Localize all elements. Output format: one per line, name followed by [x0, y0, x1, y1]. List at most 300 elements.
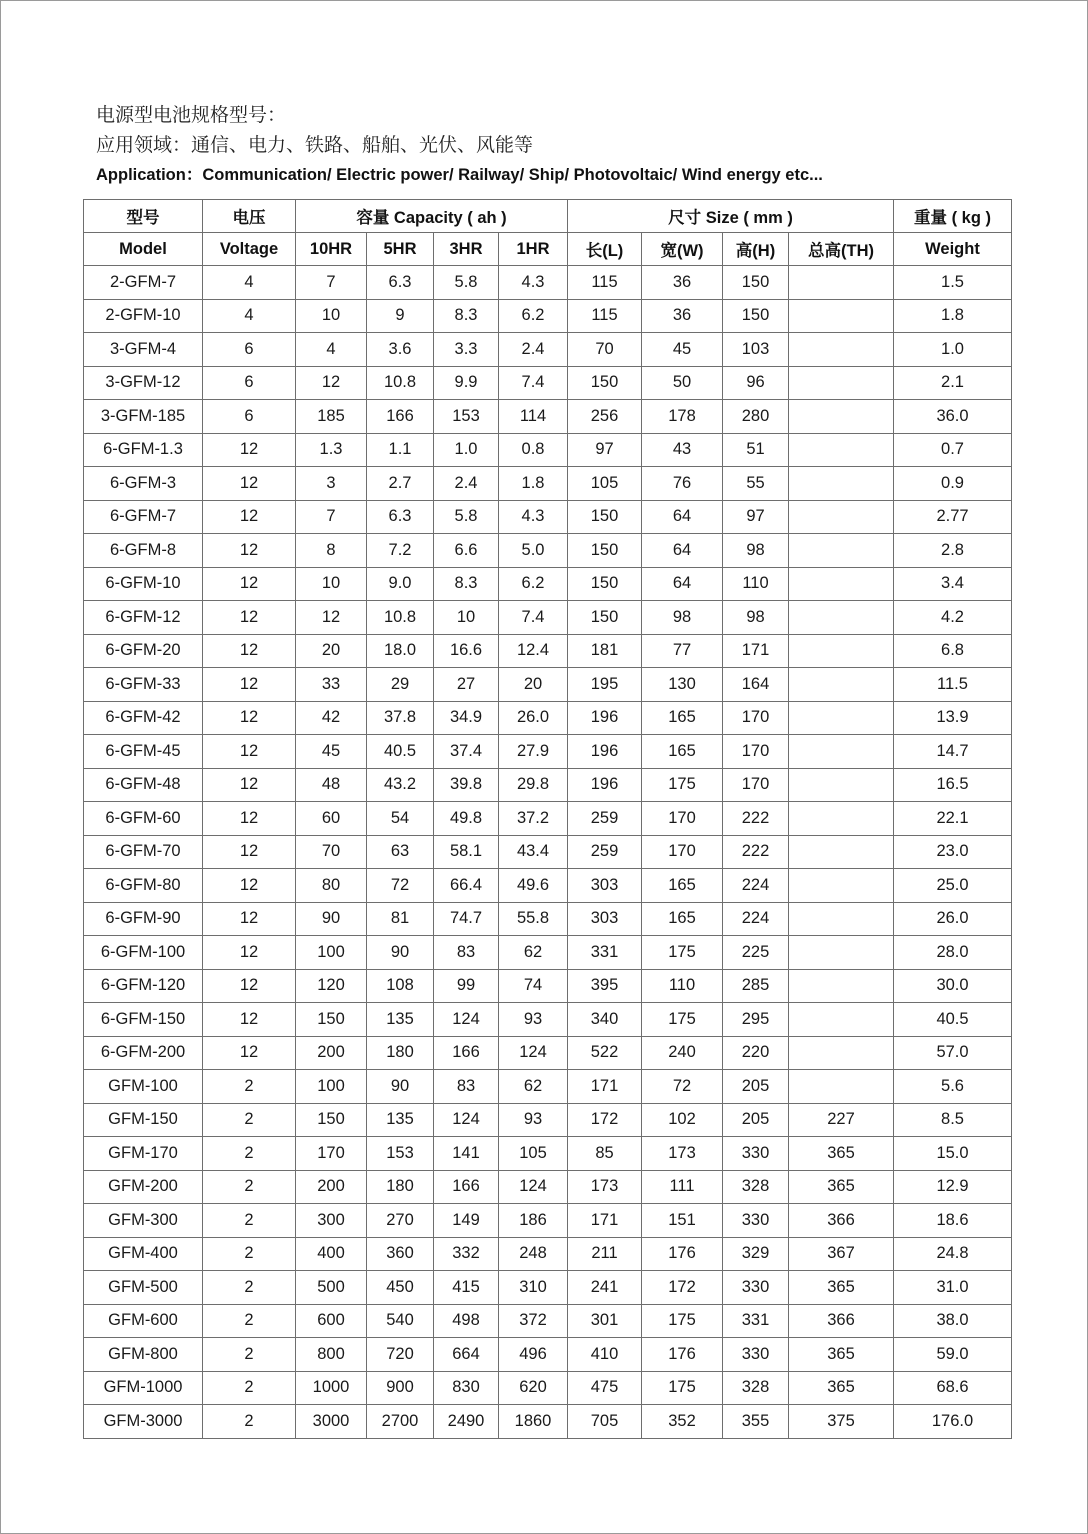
cell-cap-1hr: 186: [499, 1204, 568, 1238]
cell-cap-3hr: 3.3: [434, 333, 499, 367]
cell-cap-3hr: 2490: [434, 1405, 499, 1439]
cell-weight: 22.1: [894, 802, 1012, 836]
cell-model: 6-GFM-20: [84, 634, 203, 668]
cell-model: 6-GFM-70: [84, 835, 203, 869]
cell-height: 280: [723, 400, 789, 434]
cell-width: 175: [642, 1003, 723, 1037]
cell-length: 115: [568, 299, 642, 333]
cell-total-height: [789, 835, 894, 869]
cell-weight: 14.7: [894, 735, 1012, 769]
cell-total-height: 367: [789, 1237, 894, 1271]
cell-height: 225: [723, 936, 789, 970]
cell-cap-10hr: 90: [296, 902, 367, 936]
cell-cap-10hr: 33: [296, 668, 367, 702]
cell-cap-5hr: 6.3: [367, 266, 434, 300]
cell-width: 176: [642, 1237, 723, 1271]
cell-total-height: [789, 601, 894, 635]
cell-height: 97: [723, 500, 789, 534]
cell-total-height: [789, 902, 894, 936]
cell-total-height: [789, 366, 894, 400]
cell-cap-10hr: 7: [296, 500, 367, 534]
cell-cap-3hr: 415: [434, 1271, 499, 1305]
cell-total-height: [789, 333, 894, 367]
cell-model: GFM-500: [84, 1271, 203, 1305]
cell-total-height: [789, 400, 894, 434]
cell-cap-5hr: 135: [367, 1103, 434, 1137]
cell-length: 150: [568, 500, 642, 534]
cell-length: 259: [568, 835, 642, 869]
cell-total-height: [789, 802, 894, 836]
cell-total-height: [789, 735, 894, 769]
table-row: [84, 500, 1012, 534]
cell-height: 164: [723, 668, 789, 702]
cell-voltage: 12: [203, 969, 296, 1003]
cell-height: 224: [723, 902, 789, 936]
cell-cap-3hr: 9.9: [434, 366, 499, 400]
cell-height: 96: [723, 366, 789, 400]
cell-cap-1hr: 620: [499, 1371, 568, 1405]
cell-cap-5hr: 90: [367, 1070, 434, 1104]
cell-cap-10hr: 7: [296, 266, 367, 300]
cell-cap-5hr: 18.0: [367, 634, 434, 668]
cell-model: 6-GFM-120: [84, 969, 203, 1003]
cell-cap-10hr: 3000: [296, 1405, 367, 1439]
cell-weight: 30.0: [894, 969, 1012, 1003]
cell-cap-10hr: 400: [296, 1237, 367, 1271]
heading-title: 电源型电池规格型号：: [96, 104, 287, 126]
cell-total-height: 365: [789, 1170, 894, 1204]
table-row: [84, 1036, 1012, 1070]
cell-cap-10hr: 100: [296, 936, 367, 970]
cell-weight: 1.5: [894, 266, 1012, 300]
cell-length: 150: [568, 567, 642, 601]
cell-width: 352: [642, 1405, 723, 1439]
cell-cap-10hr: 48: [296, 768, 367, 802]
cell-length: 196: [568, 735, 642, 769]
cell-cap-1hr: 105: [499, 1137, 568, 1171]
cell-width: 175: [642, 1371, 723, 1405]
header-3hr: 3HR: [434, 233, 499, 266]
cell-weight: 3.4: [894, 567, 1012, 601]
table-row: [84, 1137, 1012, 1171]
cell-cap-3hr: 83: [434, 1070, 499, 1104]
table-row: [84, 400, 1012, 434]
cell-cap-3hr: 1.0: [434, 433, 499, 467]
cell-voltage: 12: [203, 936, 296, 970]
cell-length: 181: [568, 634, 642, 668]
cell-cap-3hr: 141: [434, 1137, 499, 1171]
cell-cap-5hr: 540: [367, 1304, 434, 1338]
cell-length: 195: [568, 668, 642, 702]
cell-cap-5hr: 29: [367, 668, 434, 702]
cell-weight: 57.0: [894, 1036, 1012, 1070]
cell-model: 6-GFM-33: [84, 668, 203, 702]
cell-length: 196: [568, 701, 642, 735]
cell-cap-5hr: 2700: [367, 1405, 434, 1439]
cell-model: 6-GFM-12: [84, 601, 203, 635]
cell-height: 331: [723, 1304, 789, 1338]
cell-length: 303: [568, 902, 642, 936]
cell-cap-1hr: 93: [499, 1003, 568, 1037]
table-row: [84, 567, 1012, 601]
cell-voltage: 12: [203, 634, 296, 668]
cell-cap-5hr: 9.0: [367, 567, 434, 601]
cell-length: 115: [568, 266, 642, 300]
cell-cap-10hr: 300: [296, 1204, 367, 1238]
header-total-height: 总高(TH): [789, 233, 894, 266]
cell-cap-1hr: 0.8: [499, 433, 568, 467]
cell-cap-1hr: 6.2: [499, 567, 568, 601]
table-row: [84, 634, 1012, 668]
cell-cap-1hr: 43.4: [499, 835, 568, 869]
table-row: [84, 1338, 1012, 1372]
cell-cap-10hr: 3: [296, 467, 367, 501]
header-voltage-en: Voltage: [203, 233, 296, 266]
cell-cap-1hr: 7.4: [499, 601, 568, 635]
cell-cap-3hr: 10: [434, 601, 499, 635]
table-row: [84, 869, 1012, 903]
cell-total-height: 366: [789, 1204, 894, 1238]
cell-cap-10hr: 150: [296, 1003, 367, 1037]
cell-model: 6-GFM-42: [84, 701, 203, 735]
cell-width: 98: [642, 601, 723, 635]
cell-model: 3-GFM-185: [84, 400, 203, 434]
cell-cap-10hr: 10: [296, 299, 367, 333]
cell-cap-1hr: 496: [499, 1338, 568, 1372]
header-5hr: 5HR: [367, 233, 434, 266]
cell-width: 111: [642, 1170, 723, 1204]
cell-voltage: 2: [203, 1170, 296, 1204]
cell-cap-1hr: 4.3: [499, 500, 568, 534]
heading-application-cn: 应用领域：通信、电力、铁路、船舶、光伏、风能等: [96, 134, 534, 156]
cell-cap-3hr: 58.1: [434, 835, 499, 869]
cell-voltage: 2: [203, 1271, 296, 1305]
cell-model: 6-GFM-3: [84, 467, 203, 501]
cell-width: 64: [642, 567, 723, 601]
cell-cap-5hr: 108: [367, 969, 434, 1003]
cell-width: 176: [642, 1338, 723, 1372]
table-row: [84, 1103, 1012, 1137]
cell-voltage: 12: [203, 567, 296, 601]
cell-length: 331: [568, 936, 642, 970]
cell-length: 105: [568, 467, 642, 501]
cell-cap-5hr: 10.8: [367, 366, 434, 400]
table-row: [84, 299, 1012, 333]
cell-model: 6-GFM-150: [84, 1003, 203, 1037]
cell-model: GFM-170: [84, 1137, 203, 1171]
cell-width: 64: [642, 500, 723, 534]
table-header-row-2: [84, 233, 1012, 266]
cell-cap-5hr: 3.6: [367, 333, 434, 367]
header-weight-en: Weight: [894, 233, 1012, 266]
cell-total-height: [789, 467, 894, 501]
cell-voltage: 12: [203, 433, 296, 467]
cell-height: 170: [723, 768, 789, 802]
cell-cap-5hr: 1.1: [367, 433, 434, 467]
cell-voltage: 12: [203, 802, 296, 836]
document-heading: [96, 100, 1056, 188]
cell-total-height: 365: [789, 1371, 894, 1405]
cell-length: 256: [568, 400, 642, 434]
cell-model: 6-GFM-7: [84, 500, 203, 534]
table-row: [84, 366, 1012, 400]
cell-weight: 1.8: [894, 299, 1012, 333]
cell-cap-10hr: 70: [296, 835, 367, 869]
cell-voltage: 2: [203, 1137, 296, 1171]
header-1hr: 1HR: [499, 233, 568, 266]
cell-cap-3hr: 124: [434, 1103, 499, 1137]
cell-weight: 4.2: [894, 601, 1012, 635]
cell-height: 355: [723, 1405, 789, 1439]
cell-cap-1hr: 1860: [499, 1405, 568, 1439]
cell-model: 6-GFM-48: [84, 768, 203, 802]
cell-cap-3hr: 6.6: [434, 534, 499, 568]
cell-height: 205: [723, 1070, 789, 1104]
cell-cap-5hr: 166: [367, 400, 434, 434]
cell-model: GFM-3000: [84, 1405, 203, 1439]
cell-length: 85: [568, 1137, 642, 1171]
cell-total-height: [789, 634, 894, 668]
table-row: [84, 266, 1012, 300]
cell-voltage: 12: [203, 1036, 296, 1070]
cell-weight: 2.1: [894, 366, 1012, 400]
cell-cap-5hr: 81: [367, 902, 434, 936]
cell-weight: 13.9: [894, 701, 1012, 735]
header-weight-cn: 重量 ( kg ): [894, 200, 1012, 233]
cell-model: 3-GFM-4: [84, 333, 203, 367]
cell-voltage: 12: [203, 902, 296, 936]
cell-voltage: 6: [203, 333, 296, 367]
cell-cap-1hr: 62: [499, 936, 568, 970]
cell-voltage: 12: [203, 735, 296, 769]
cell-cap-1hr: 6.2: [499, 299, 568, 333]
cell-cap-3hr: 498: [434, 1304, 499, 1338]
header-model-en: Model: [84, 233, 203, 266]
cell-model: GFM-800: [84, 1338, 203, 1372]
cell-total-height: [789, 500, 894, 534]
cell-height: 285: [723, 969, 789, 1003]
header-10hr: 10HR: [296, 233, 367, 266]
cell-length: 395: [568, 969, 642, 1003]
cell-cap-5hr: 43.2: [367, 768, 434, 802]
cell-length: 522: [568, 1036, 642, 1070]
cell-width: 130: [642, 668, 723, 702]
cell-cap-1hr: 124: [499, 1036, 568, 1070]
cell-length: 150: [568, 366, 642, 400]
cell-length: 410: [568, 1338, 642, 1372]
cell-height: 110: [723, 567, 789, 601]
cell-width: 102: [642, 1103, 723, 1137]
cell-weight: 59.0: [894, 1338, 1012, 1372]
cell-length: 171: [568, 1204, 642, 1238]
cell-height: 330: [723, 1271, 789, 1305]
cell-height: 98: [723, 534, 789, 568]
cell-model: 2-GFM-10: [84, 299, 203, 333]
cell-cap-1hr: 20: [499, 668, 568, 702]
cell-cap-1hr: 372: [499, 1304, 568, 1338]
cell-cap-1hr: 37.2: [499, 802, 568, 836]
cell-weight: 16.5: [894, 768, 1012, 802]
heading-application-en: Application：Communication/ Electric power/ Railway/ Ship/ Photovoltaic/ Wind energy etc...: [96, 166, 823, 184]
cell-cap-1hr: 55.8: [499, 902, 568, 936]
table-body: [84, 266, 1012, 1439]
cell-length: 705: [568, 1405, 642, 1439]
cell-cap-3hr: 39.8: [434, 768, 499, 802]
table-row: [84, 936, 1012, 970]
cell-height: 103: [723, 333, 789, 367]
cell-cap-10hr: 1.3: [296, 433, 367, 467]
cell-width: 110: [642, 969, 723, 1003]
cell-cap-1hr: 310: [499, 1271, 568, 1305]
cell-cap-10hr: 80: [296, 869, 367, 903]
cell-cap-1hr: 124: [499, 1170, 568, 1204]
cell-weight: 1.0: [894, 333, 1012, 367]
cell-cap-1hr: 4.3: [499, 266, 568, 300]
cell-total-height: [789, 936, 894, 970]
cell-cap-5hr: 72: [367, 869, 434, 903]
table-row: [84, 701, 1012, 735]
cell-voltage: 12: [203, 601, 296, 635]
cell-weight: 26.0: [894, 902, 1012, 936]
cell-cap-3hr: 5.8: [434, 500, 499, 534]
cell-cap-10hr: 42: [296, 701, 367, 735]
cell-cap-1hr: 26.0: [499, 701, 568, 735]
cell-weight: 40.5: [894, 1003, 1012, 1037]
cell-weight: 2.77: [894, 500, 1012, 534]
cell-voltage: 6: [203, 366, 296, 400]
cell-length: 301: [568, 1304, 642, 1338]
cell-length: 172: [568, 1103, 642, 1137]
header-length: 长(L): [568, 233, 642, 266]
cell-length: 475: [568, 1371, 642, 1405]
cell-cap-3hr: 37.4: [434, 735, 499, 769]
cell-total-height: 375: [789, 1405, 894, 1439]
header-height: 高(H): [723, 233, 789, 266]
cell-cap-3hr: 153: [434, 400, 499, 434]
cell-cap-10hr: 1000: [296, 1371, 367, 1405]
cell-height: 220: [723, 1036, 789, 1070]
cell-cap-10hr: 12: [296, 366, 367, 400]
cell-height: 51: [723, 433, 789, 467]
table-row: [84, 1170, 1012, 1204]
cell-weight: 25.0: [894, 869, 1012, 903]
cell-cap-5hr: 135: [367, 1003, 434, 1037]
cell-cap-3hr: 16.6: [434, 634, 499, 668]
table-row: [84, 1070, 1012, 1104]
header-voltage-cn: 电压: [203, 200, 296, 233]
cell-length: 173: [568, 1170, 642, 1204]
table-row: [84, 768, 1012, 802]
cell-cap-1hr: 248: [499, 1237, 568, 1271]
cell-model: 6-GFM-10: [84, 567, 203, 601]
cell-cap-1hr: 2.4: [499, 333, 568, 367]
cell-cap-1hr: 7.4: [499, 366, 568, 400]
cell-width: 50: [642, 366, 723, 400]
cell-height: 329: [723, 1237, 789, 1271]
cell-weight: 24.8: [894, 1237, 1012, 1271]
cell-height: 150: [723, 266, 789, 300]
cell-cap-1hr: 93: [499, 1103, 568, 1137]
header-model-cn: 型号: [84, 200, 203, 233]
cell-height: 55: [723, 467, 789, 501]
cell-model: 6-GFM-90: [84, 902, 203, 936]
table-row: [84, 1003, 1012, 1037]
cell-cap-5hr: 450: [367, 1271, 434, 1305]
table-row: [84, 534, 1012, 568]
cell-height: 170: [723, 701, 789, 735]
cell-voltage: 2: [203, 1338, 296, 1372]
cell-cap-5hr: 9: [367, 299, 434, 333]
cell-cap-1hr: 5.0: [499, 534, 568, 568]
cell-height: 150: [723, 299, 789, 333]
cell-cap-5hr: 37.8: [367, 701, 434, 735]
cell-voltage: 12: [203, 1003, 296, 1037]
cell-total-height: 227: [789, 1103, 894, 1137]
cell-weight: 31.0: [894, 1271, 1012, 1305]
cell-cap-5hr: 54: [367, 802, 434, 836]
cell-width: 165: [642, 869, 723, 903]
cell-cap-3hr: 5.8: [434, 266, 499, 300]
cell-cap-5hr: 90: [367, 936, 434, 970]
cell-length: 97: [568, 433, 642, 467]
cell-cap-1hr: 12.4: [499, 634, 568, 668]
cell-model: 6-GFM-8: [84, 534, 203, 568]
cell-cap-5hr: 10.8: [367, 601, 434, 635]
cell-cap-1hr: 62: [499, 1070, 568, 1104]
cell-weight: 68.6: [894, 1371, 1012, 1405]
cell-length: 241: [568, 1271, 642, 1305]
cell-model: GFM-300: [84, 1204, 203, 1238]
battery-spec-table: [83, 199, 1012, 1439]
cell-cap-5hr: 360: [367, 1237, 434, 1271]
cell-model: 6-GFM-1.3: [84, 433, 203, 467]
cell-width: 77: [642, 634, 723, 668]
cell-cap-10hr: 120: [296, 969, 367, 1003]
cell-cap-5hr: 180: [367, 1170, 434, 1204]
cell-cap-10hr: 185: [296, 400, 367, 434]
cell-width: 175: [642, 768, 723, 802]
cell-cap-1hr: 1.8: [499, 467, 568, 501]
cell-height: 328: [723, 1170, 789, 1204]
cell-cap-1hr: 114: [499, 400, 568, 434]
table-row: [84, 333, 1012, 367]
cell-height: 222: [723, 835, 789, 869]
cell-height: 330: [723, 1137, 789, 1171]
table-row: [84, 601, 1012, 635]
cell-length: 303: [568, 869, 642, 903]
table-row: [84, 735, 1012, 769]
cell-length: 196: [568, 768, 642, 802]
table-row: [84, 802, 1012, 836]
cell-model: 6-GFM-200: [84, 1036, 203, 1070]
cell-total-height: 366: [789, 1304, 894, 1338]
cell-total-height: [789, 668, 894, 702]
cell-cap-10hr: 10: [296, 567, 367, 601]
cell-model: 6-GFM-80: [84, 869, 203, 903]
cell-cap-10hr: 170: [296, 1137, 367, 1171]
cell-cap-3hr: 830: [434, 1371, 499, 1405]
cell-height: 171: [723, 634, 789, 668]
cell-cap-10hr: 500: [296, 1271, 367, 1305]
cell-weight: 5.6: [894, 1070, 1012, 1104]
cell-cap-1hr: 27.9: [499, 735, 568, 769]
cell-cap-10hr: 200: [296, 1036, 367, 1070]
cell-total-height: [789, 701, 894, 735]
cell-model: GFM-1000: [84, 1371, 203, 1405]
cell-voltage: 12: [203, 500, 296, 534]
table-row: [84, 1371, 1012, 1405]
cell-weight: 0.7: [894, 433, 1012, 467]
